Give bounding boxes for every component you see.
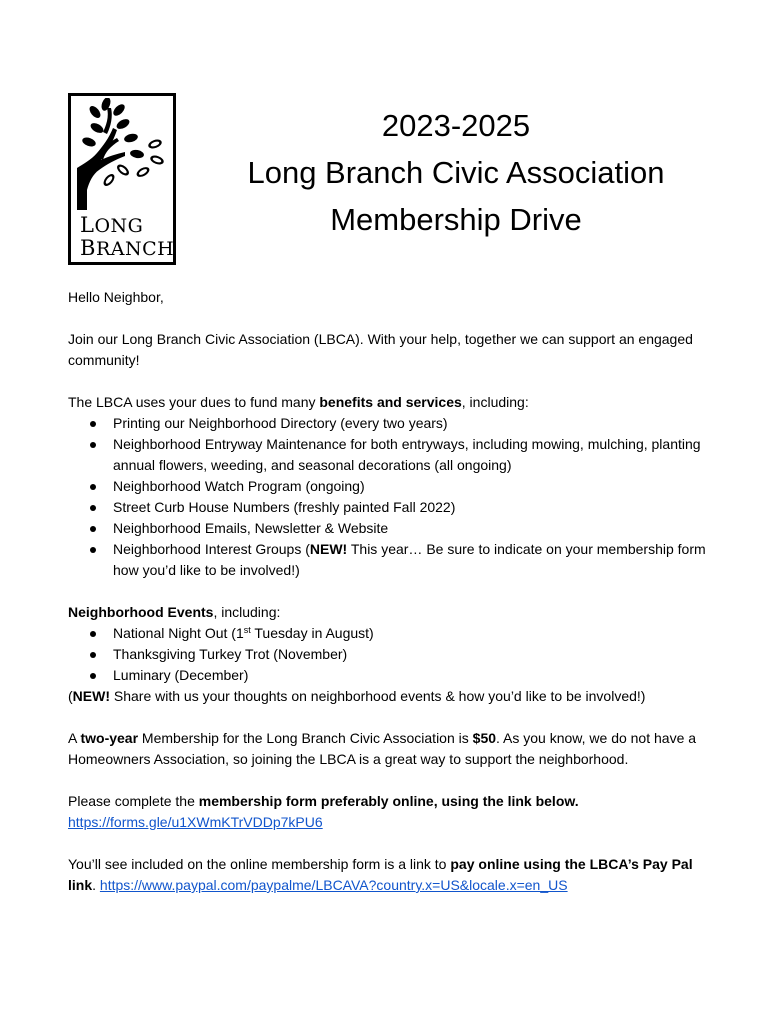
tree-icon <box>73 98 171 210</box>
logo-word-long: LONG <box>80 213 144 237</box>
greeting: Hello Neighbor, <box>68 289 164 305</box>
paypal-link[interactable]: https://www.paypal.com/paypalme/LBCAVA?country.x=US&locale.x=en_US <box>99 877 568 893</box>
events-list <box>68 623 708 686</box>
events-heading: Neighborhood Events, including: <box>68 604 281 620</box>
title-years: 2023-2025 <box>381 108 531 143</box>
list-item: Neighborhood Emails, Newsletter & Website <box>68 518 708 539</box>
list-item: Neighborhood Interest Groups (NEW! This year… Be sure to indicate on your membership form how you’d like to be involved!) <box>68 539 708 581</box>
list-item: Luminary (December) <box>68 665 708 686</box>
form-paragraph: Please complete the membership form preferably online, using the link below. <box>68 793 579 809</box>
page-title <box>196 102 716 243</box>
events-note: (NEW! Share with us your thoughts on neighborhood events & how you’d like to be involved!) <box>68 688 646 704</box>
list-item: Printing our Neighborhood Directory (every two years) <box>68 413 708 434</box>
membership-paragraph: A two-year Membership for the Long Branch Civic Association is $50. As you know, we do not have a Homeowners Association, so joining the LBCA is a great way to support the neighborhood. <box>68 730 697 767</box>
list-item: Neighborhood Entryway Maintenance for both entryways, including mowing, mulching, planting annual flowers, weeding, and seasonal decorations (all ongoing) <box>68 434 708 476</box>
list-item: Neighborhood Watch Program (ongoing) <box>68 476 708 497</box>
list-item: National Night Out (1st Tuesday in August) <box>68 623 708 644</box>
letter-body <box>68 287 708 896</box>
title-drive: Membership Drive <box>330 202 582 237</box>
membership-form-link[interactable]: https://forms.gle/u1XWmKTrVDDp7kPU6 <box>68 814 323 830</box>
list-item: Thanksgiving Turkey Trot (November) <box>68 644 708 665</box>
payment-paragraph: You’ll see included on the online membership form is a link to pay online using the LBCA’s Pay Pal link. https://www.paypal.com/paypalme/LBCAVA?country.x=US&locale.x=en_US <box>68 856 693 893</box>
logo-word-branch: BRANCH <box>80 236 175 260</box>
list-item: Street Curb House Numbers (freshly painted Fall 2022) <box>68 497 708 518</box>
intro-paragraph: Join our Long Branch Civic Association (LBCA). With your help, together we can support an engaged community! <box>68 331 693 368</box>
benefits-list <box>68 413 708 581</box>
long-branch-logo <box>68 93 176 265</box>
title-org: Long Branch Civic Association <box>247 155 665 190</box>
benefits-heading: The LBCA uses your dues to fund many benefits and services, including: <box>68 394 529 410</box>
